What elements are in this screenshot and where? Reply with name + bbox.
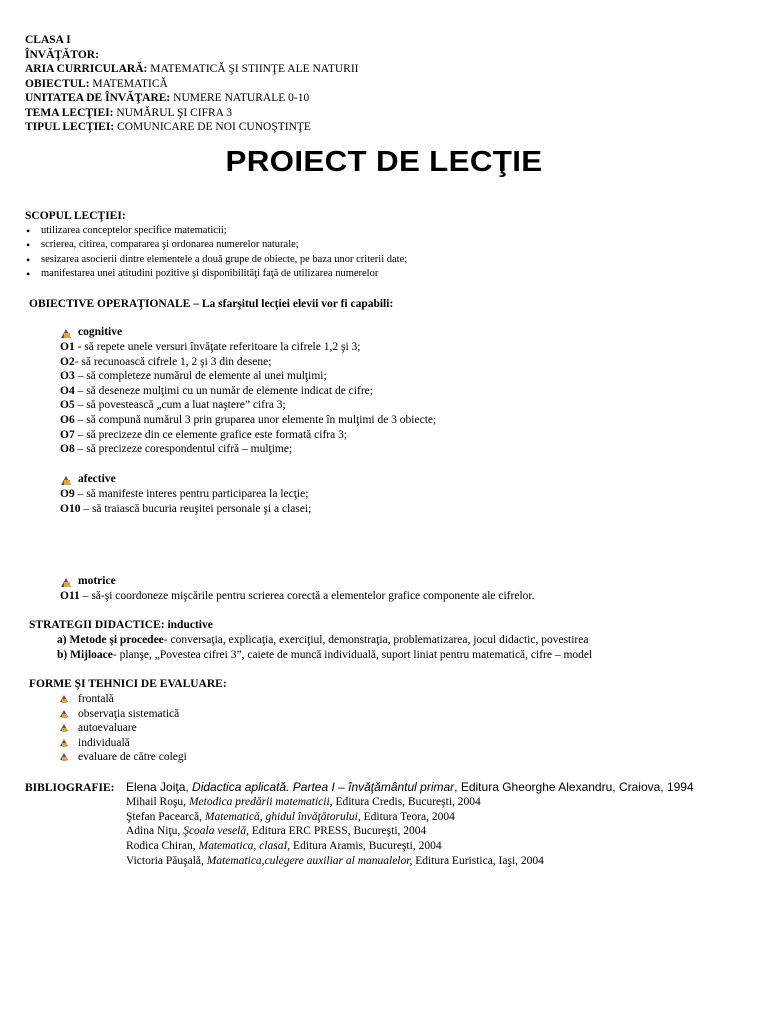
list-item: • utilizarea conceptelor specifice matematicii; bbox=[25, 224, 407, 239]
cognitive-subheading: cognitive bbox=[60, 325, 122, 340]
bibliography-entry: Rodica Chiran, Matematica, clasaI, Editura Aramis, Bucureşti, 2004 bbox=[126, 840, 442, 853]
list-item: O3 – să completeze numărul de elemente al unei mulţimi; bbox=[60, 370, 327, 383]
list-item: individuală bbox=[60, 736, 187, 751]
methods-line: a) Metode şi procedee- conversaţia, explicaţia, exerciţiul, demonstraţia, problematizarea, jocul didactic, povestirea bbox=[57, 634, 589, 646]
teacher-line: ÎNVĂŢĂTOR: bbox=[25, 48, 99, 61]
list-item: O9 – să manifeste interes pentru participarea la lecţie; bbox=[60, 488, 309, 500]
bullet-arrow-icon bbox=[60, 739, 68, 747]
list-item: O2- să recunoască cifrele 1, 2 şi 3 din desene; bbox=[60, 355, 272, 368]
list-item: O5 – să povestească „cum a luat naştere” cifra 3; bbox=[60, 399, 286, 412]
list-item: O6 – să compună numărul 3 prin gruparea unor elemente în mulţimi de 3 obiecte; bbox=[60, 413, 437, 426]
lesson-goal-list bbox=[25, 224, 407, 282]
list-item: evaluare de către colegi bbox=[60, 750, 187, 765]
strategies-section bbox=[29, 618, 592, 663]
lesson-theme-line: TEMA LECŢIEI: NUMĂRUL ŞI CIFRA 3 bbox=[25, 106, 232, 119]
means-line: b) Mijloace- planşe, „Povestea cifrei 3”, caiete de muncă individuală, suport liniat pentru matematică, cifre – model bbox=[57, 649, 593, 661]
bullet-arrow-icon bbox=[60, 474, 72, 486]
strategies-heading: STRATEGII DIDACTICE: inductive bbox=[29, 619, 213, 631]
affective-objectives-list bbox=[60, 487, 311, 516]
cognitive-objectives-list bbox=[60, 340, 436, 457]
bullet-arrow-icon bbox=[60, 327, 72, 339]
learning-unit-line: UNITATEA DE ÎNVĂŢARE: NUMERE NATURALE 0-10 bbox=[25, 92, 310, 104]
bullet-arrow-icon bbox=[60, 724, 68, 732]
bullet-arrow-icon bbox=[60, 695, 68, 703]
bibliography-entry: Elena Joiţa, Didactica aplicată. Partea I – învăţământul primar, Editura Gheorghe Alexandru, Craiova, 1994 bbox=[126, 780, 694, 794]
list-item: O7 – să precizeze din ce elemente grafice este formată cifra 3; bbox=[60, 428, 348, 441]
list-item: • manifestarea unei atitudini pozitive şi disponibilităţi faţă de utilizarea numerelor bbox=[25, 267, 407, 282]
list-item: O4 – să deseneze mulţimi cu un număr de elemente indicat de cifre; bbox=[60, 384, 373, 397]
curricular-area-line: ARIA CURRICULARĂ: MATEMATICĂ ŞI STIINŢE ALE NATURII bbox=[25, 63, 359, 75]
list-item: autoevaluare bbox=[60, 721, 187, 736]
bibliography-entry: Adina Niţu, Şcoala veselă, Editura ERC PRESS, Bucureşti, 2004 bbox=[126, 825, 427, 838]
bibliography-label: BIBLIOGRAFIE: bbox=[25, 782, 115, 794]
list-item: O8 – să precizeze corespondentul cifră – mulţime; bbox=[60, 443, 293, 456]
bibliography-entry: Mihail Roşu, Metodica predării matematicii, Editura Credis, Bucureşti, 2004 bbox=[126, 795, 481, 808]
subject-line: OBIECTUL: MATEMATICĂ bbox=[25, 77, 168, 90]
list-item: • scrierea, citirea, compararea şi ordonarea numerelor naturale; bbox=[25, 238, 407, 253]
class-line: CLASA I bbox=[25, 34, 71, 46]
motor-subheading: motrice bbox=[60, 574, 116, 589]
bullet-arrow-icon bbox=[60, 710, 68, 718]
evaluation-list bbox=[60, 692, 187, 765]
list-item: • sesizarea asocierii dintre elementele a două grupe de obiecte, pe baza unor criterii date; bbox=[25, 253, 407, 268]
bibliography-entry: Ştefan Pacearcă, Matematică, ghidul învăţătorului, Editura Teora, 2004 bbox=[126, 810, 455, 823]
affective-subheading: afective bbox=[60, 472, 116, 487]
lesson-type-line: TIPUL LECŢIEI: COMUNICARE DE NOI CUNOŞTINŢE bbox=[25, 121, 311, 133]
motor-objectives-list bbox=[60, 589, 534, 604]
bullet-arrow-icon bbox=[60, 576, 72, 588]
evaluation-heading: FORME ŞI TEHNICI DE EVALUARE: bbox=[29, 678, 227, 690]
lesson-header bbox=[25, 33, 359, 135]
list-item: O1 - să repete unele versuri învăţate referitoare la cifrele 1,2 şi 3; bbox=[60, 341, 361, 353]
objectives-heading: OBIECTIVE OPERAŢIONALE – La sfarşitul lecţiei elevii vor fi capabili: bbox=[29, 298, 394, 310]
bibliography-entry: Victoria Păuşală, Matematica,culegere auxiliar al manualelor, Editura Euristica, Iaşi, 2004 bbox=[126, 854, 544, 867]
list-item: frontală bbox=[60, 692, 187, 707]
list-item: O10 – să traiască bucuria reuşitei personale şi a clasei; bbox=[60, 502, 312, 515]
bibliography-list bbox=[126, 780, 694, 869]
bullet-arrow-icon bbox=[60, 753, 68, 761]
lesson-goal-heading: SCOPUL LECŢIEI: bbox=[25, 210, 126, 222]
lesson-goal-section bbox=[25, 209, 407, 282]
page-title: PROIECT DE LECŢIE bbox=[225, 146, 543, 178]
list-item: O11 – să-şi coordoneze mişcările pentru scrierea corectă a elementelor grafice componente ale cifrelor. bbox=[60, 590, 535, 602]
list-item: observaţia sistematică bbox=[60, 707, 187, 722]
